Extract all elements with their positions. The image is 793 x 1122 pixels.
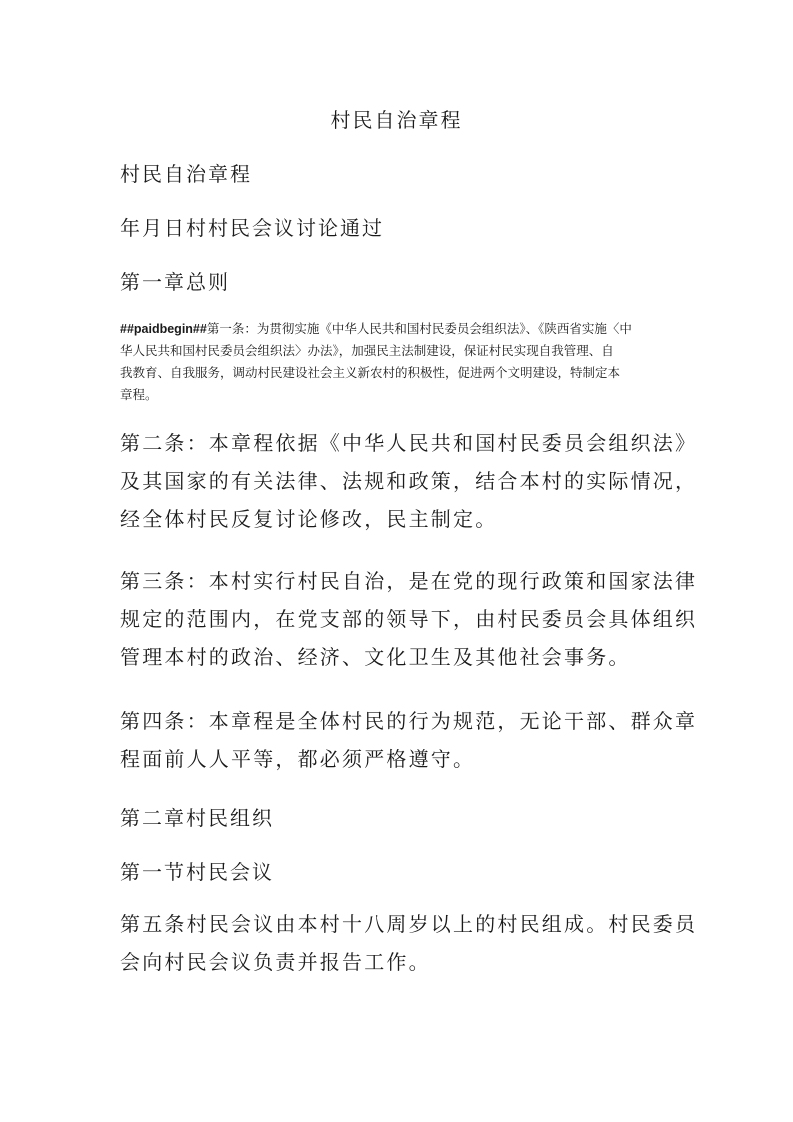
article-1-line: 第一条：为贯彻实施《中华人民共和国村民委员会组织法》、《陕西省实施〈中 [206,321,632,336]
article-2-line: 第二条：本章程依据《中华人民共和国村民委员会组织法》 [120,431,698,455]
article-5-line: 第五条村民会议由本村十八周岁以上的村民组成。村民委员 [120,912,698,936]
article-1 [120,318,676,406]
article-4-line: 第四条：本章程是全体村民的行为规范，无论干部、群众章 [120,709,698,733]
chapter-heading-1: 第一章总则 [120,270,230,294]
section-heading-1: 第一节村民会议 [120,860,274,884]
article-3-line: 第三条：本村实行村民自治，是在党的现行政策和国家法律 [120,569,698,593]
article-1-line: 章程。 [120,387,158,402]
article-4-line: 程面前人人平等，都必须严格遵守。 [120,747,476,771]
article-4 [120,702,698,778]
article-5-line: 会向村民会议负责并报告工作。 [120,950,431,974]
article-3 [120,562,698,676]
article-2 [120,424,698,538]
subtitle: 村民自治章程 [120,162,252,186]
article-2-line: 及其国家的有关法律、法规和政策，结合本村的实际情况， [120,469,698,493]
article-2-line: 经全体村民反复讨论修改，民主制定。 [120,507,498,531]
paid-tag: ##paidbegin## [120,322,207,336]
article-1-line: 华人民共和国村民委员会组织法〉办法》，加强民主法制建设，保证村民实现自我管理、自 [120,343,614,358]
article-1-line: 我教育、自我服务，调动村民建设社会主义新农村的积极性，促进两个文明建设，特制定本 [120,365,621,380]
article-3-line: 管理本村的政治、经济、文化卫生及其他社会事务。 [120,645,631,669]
article-5 [120,905,698,981]
chapter-heading-2: 第二章村民组织 [120,806,274,830]
adopted-line: 年月日村村民会议讨论通过 [120,216,384,240]
document-title: 村民自治章程 [330,108,463,132]
article-3-line: 规定的范围内，在党支部的领导下，由村民委员会具体组织 [120,607,698,631]
